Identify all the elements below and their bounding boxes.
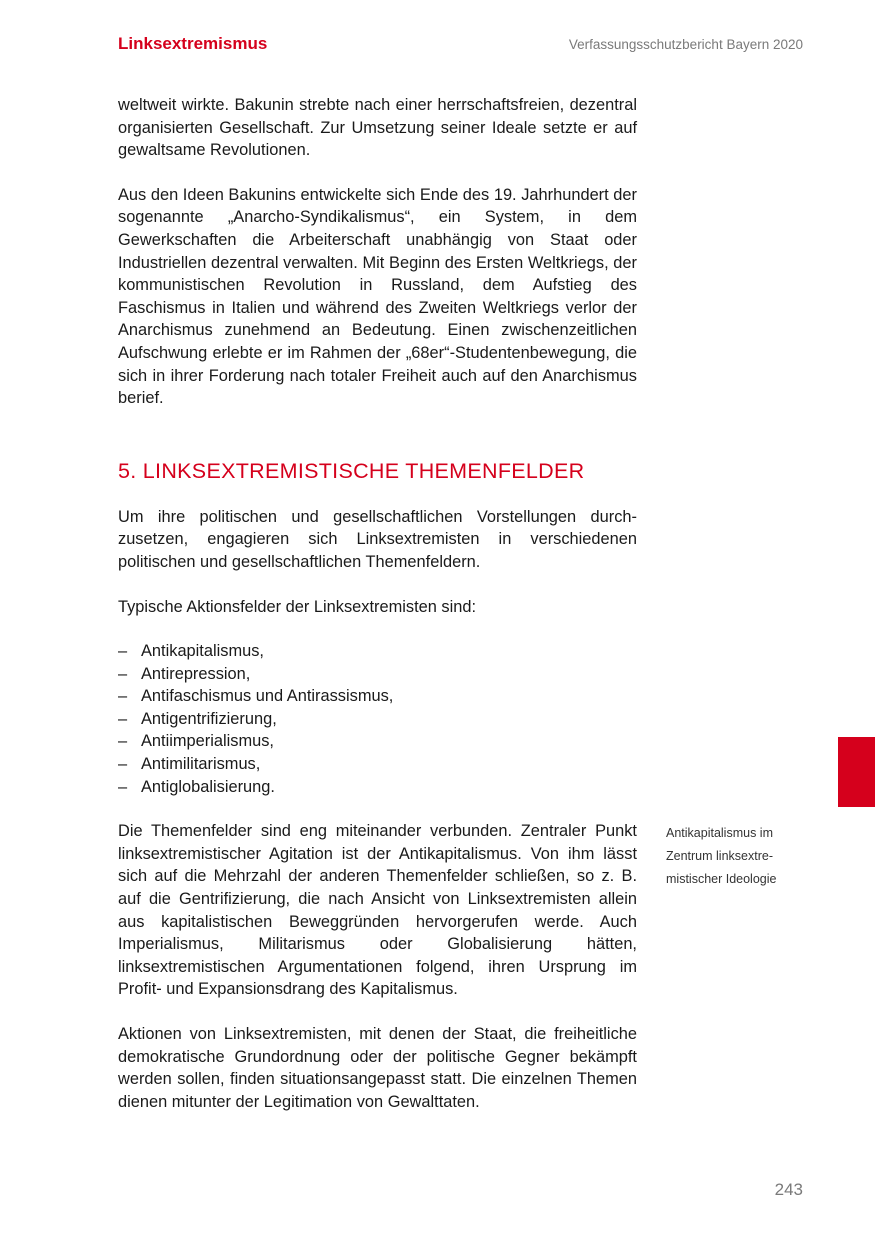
list-item: – Antiglobalisierung. xyxy=(118,776,637,799)
section-heading: 5. LINKSEXTREMISTISCHE THEMENFELDER xyxy=(118,458,585,483)
paragraph-intro: Um ihre politischen und gesellschaftlichen Vorstellungen durchzusetzen, engagieren sich Linksextremisten in verschiedenen politischen und gesellschaftlichen Themenfeldern. xyxy=(118,507,637,571)
margin-note: Antikapitalismus im Zentrum linksextremistischer Ideologie xyxy=(666,826,777,886)
list-item: – Antirepression, xyxy=(118,663,637,686)
paragraph-themenfelder: Die Themenfelder sind eng miteinander verbunden. Zentraler Punkt linksextremistischer Agitation ist der Antikapitalismus. Von ihm lässt sich auf die Mehrzahl der anderen Themenfelder schließen, so z. B. auf die Gentrifizierung, die nach Ansicht von Linksextremisten allein aus kapitalistischen Beweggründen hervorgerufen werde. Auch Imperialismus, Militarismus oder Globalisierung hätten, linksextremistischen Argumentationen folgend, ihren Ursprung im Profit- und Expansionsdrang des Kapitalismus. xyxy=(118,822,637,999)
paragraph-bakunin: weltweit wirkte. Bakunin strebte nach einer herrschaftsfreien, dezentral organisierten Gesellschaft. Zur Umsetzung seiner Ideale setzte er auf gewaltsame Revolutionen. xyxy=(118,96,637,160)
main-text-column xyxy=(118,94,637,1113)
list-dash: – xyxy=(118,732,128,751)
action-fields-list xyxy=(118,640,637,798)
list-item: – Antifaschismus und Antirassismus, xyxy=(118,685,637,708)
list-dash: – xyxy=(118,755,128,774)
running-header-section: Linksextremismus xyxy=(118,34,268,53)
paragraph-anarcho-syndikalismus: Aus den Ideen Bakunins entwickelte sich Ende des 19. Jahrhundert der sogenannte „Anarcho-Syndikalismus“, ein System, in dem Gewerkschaften die Arbeiterschaft unabhängig von Staat oder Industriellen dezentral verwalten. Mit Beginn des Ersten Weltkriegs, der kommunistischen Revolution in Russland, dem Aufstieg des Faschismus in Italien und während des Zweiten Weltkriegs verlor der Anarchismus zunehmend an Bedeutung. Einen zwischenzeitlichen Aufschwung erlebte er im Rahmen der „68er“-Studentenbewegung, die sich in ihrer Forderung nach totaler Freiheit auch auf den Anarchismus berief. xyxy=(118,185,637,408)
list-dash: – xyxy=(118,664,128,683)
list-dash: – xyxy=(118,709,128,728)
list-item: – Antiimperialismus, xyxy=(118,730,637,753)
list-item: – Antigentrifizierung, xyxy=(118,708,637,731)
paragraph-list-lead: Typische Aktionsfelder der Linksextremisten sind: xyxy=(118,597,477,616)
paragraph-aktionen: Aktionen von Linksextremisten, mit denen der Staat, die freiheitliche demokratische Grundordnung oder der politische Gegner bekämpft werden sollen, finden situationsangepasst statt. Die einzelnen Themen dienen mitunter der Legitimation von Gewalttaten. xyxy=(118,1025,637,1111)
list-dash: – xyxy=(118,777,128,796)
chapter-marker-tab xyxy=(838,737,875,807)
list-dash: – xyxy=(118,687,128,706)
running-header-report: Verfassungsschutzbericht Bayern 2020 xyxy=(568,37,803,52)
list-item: – Antikapitalismus, xyxy=(118,640,637,663)
list-item: – Antimilitarismus, xyxy=(118,753,637,776)
list-dash: – xyxy=(118,642,128,661)
page-number: 243 xyxy=(774,1180,803,1199)
